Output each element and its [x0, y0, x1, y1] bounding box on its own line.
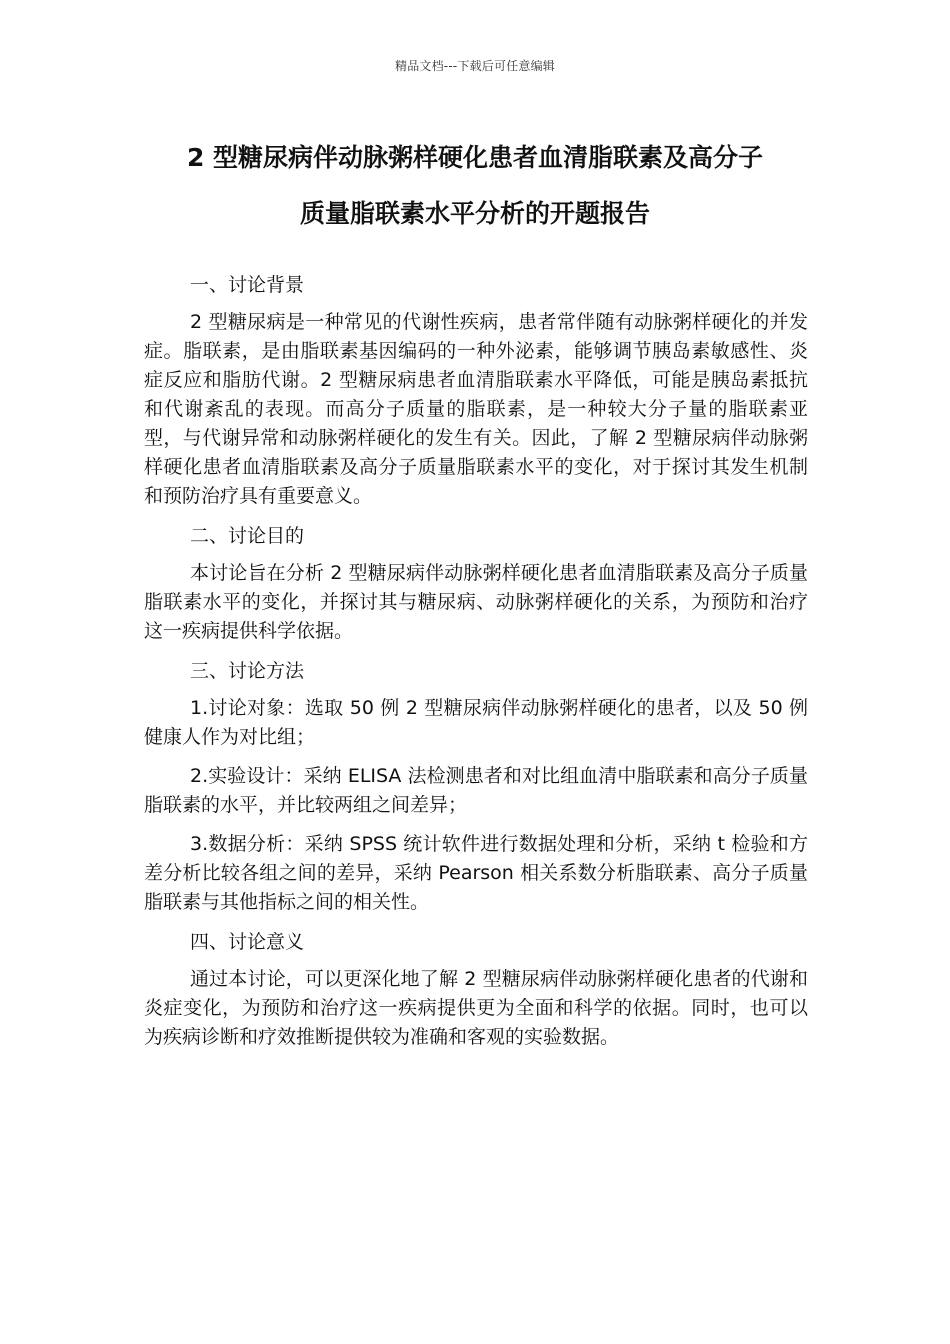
paragraph-purpose: 本讨论旨在分析 2 型糖尿病伴动脉粥样硬化患者血清脂联素及高分子质量脂联素水平的变化，并探讨其与糖尿病、动脉粥样硬化的关系，为预防和治疗这一疾病提供科学依据。 [144, 562, 808, 642]
title-line-1: 2 型糖尿病伴动脉粥样硬化患者血清脂联素及高分子 [186, 143, 764, 172]
document-body [144, 270, 808, 1062]
section-heading-purpose: 二、讨论目的 [190, 525, 305, 547]
section-heading-methods: 三、讨论方法 [190, 660, 305, 682]
method-item-design: 2.实验设计：采纳 ELISA 法检测患者和对比组血清中脂联素和高分子质量脂联素的水平，并比较两组之间差异； [144, 765, 808, 816]
title-line-2: 质量脂联素水平分析的开题报告 [299, 199, 650, 228]
page-header: 精品文档---下载后可任意编辑 [395, 59, 555, 73]
section-heading-significance: 四、讨论意义 [190, 931, 305, 953]
section-heading-background: 一、讨论背景 [190, 274, 305, 296]
paragraph-background: 2 型糖尿病是一种常见的代谢性疾病，患者常伴随有动脉粥样硬化的并发症。脂联素，是由脂联素基因编码的一种外泌素，能够调节胰岛素敏感性、炎症反应和脂肪代谢。2 型糖尿病患者血清脂联素水平降低，可能是胰岛素抵抗和代谢紊乱的表现。而高分子质量的脂联素，是一种较大分子量的脂联素亚型，与代谢异常和动脉粥样硬化的发生有关。因此，了解 2 型糖尿病伴动脉粥样硬化患者血清脂联素及高分子质量脂联素水平的变化，对于探讨其发生机制和预防治疗具有重要意义。 [144, 311, 808, 507]
method-item-analysis: 3.数据分析：采纳 SPSS 统计软件进行数据处理和分析，采纳 t 检验和方差分析比较各组之间的差异，采纳 Pearson 相关系数分析脂联素、高分子质量脂联素与其他指标之间的相关性。 [144, 833, 808, 913]
method-item-subjects: 1.讨论对象：选取 50 例 2 型糖尿病伴动脉粥样硬化的患者，以及 50 例健康人作为对比组； [144, 697, 808, 748]
paragraph-significance: 通过本讨论，可以更深化地了解 2 型糖尿病伴动脉粥样硬化患者的代谢和炎症变化，为预防和治疗这一疾病提供更为全面和科学的依据。同时，也可以为疾病诊断和疗效推断提供较为准确和客观的实验数据。 [144, 968, 808, 1048]
document-title [140, 130, 810, 242]
